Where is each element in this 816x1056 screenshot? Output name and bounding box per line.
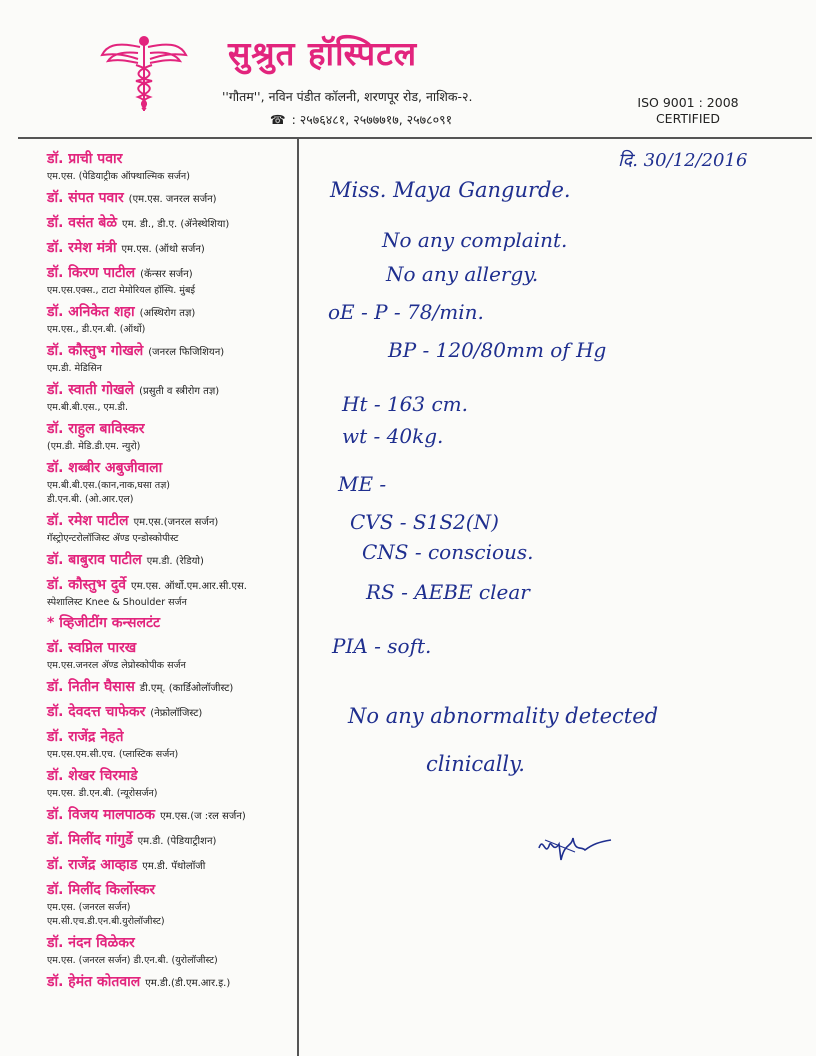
doctor-entry: [47, 701, 297, 721]
doctor-qualification: एम.एस.(ज :रल सर्जन): [160, 811, 246, 822]
doctor-name: डॉ. अनिकेत शहा: [47, 304, 135, 320]
hospital-name: सुश्रुत हॉस्पिटल: [228, 34, 418, 73]
me-note: ME -: [338, 472, 387, 496]
doctor-name: डॉ. शेखर चिरमाडे: [47, 768, 138, 784]
column-divider: [297, 137, 299, 1056]
doctor-entry: [47, 510, 297, 544]
doctor-name: डॉ. विजय मालपाठक: [47, 807, 156, 823]
doctor-qualification: एम.एस. (पेडियाट्रीक ऑफ्थाल्मिक सर्जन): [47, 171, 190, 182]
doctor-name: डॉ. प्राची पवार: [47, 151, 123, 167]
iso-certification: [628, 95, 748, 127]
doctor-qualification: एम.एस. (जनरल सर्जन) डी.एन.बी. (युरोलॉजीस्ट): [47, 955, 218, 966]
doctor-entry: [47, 212, 297, 232]
doctor-entry: [47, 765, 297, 799]
height-note: Ht - 163 cm.: [342, 392, 469, 416]
doctor-qualification: (जनरल फिजिशियन): [148, 347, 225, 358]
iso-label: ISO 9001 : 2008: [637, 95, 739, 110]
doctor-qualification: (एम.डी. मेडि.डी.एम. न्युरो): [47, 441, 141, 452]
doctor-qualification: (एम.एस. जनरल सर्जन): [128, 194, 217, 205]
doctor-qualification: एम.एस. (ऑथो सर्जन): [121, 244, 205, 255]
doctor-entry: [47, 676, 297, 696]
doctor-name: डॉ. मिलींद गांगुर्डे: [47, 832, 133, 848]
doctor-qualification: एम.डी. पॅथोलॉजी: [142, 861, 206, 872]
doctor-signature: [535, 826, 615, 866]
doctor-qualification: डी.एम्. (कार्डिओलॉजीस्ट): [139, 683, 234, 694]
doctor-name: डॉ. वसंत बेळे: [47, 215, 118, 231]
phone-numbers: : २५७६४८१, २५७७७१७, २५७८०९१: [291, 112, 453, 127]
doctor-entry: [47, 971, 297, 991]
rs-note: RS - AEBE clear: [366, 580, 530, 604]
doctor-name: डॉ. बाबुराव पाटील: [47, 552, 142, 568]
doctor-qualification: गॅस्ट्रोएन्टरोलॉजिस्ट ॲण्ड एन्डोस्कोपीस्ट: [47, 533, 179, 544]
doctor-qualification: एम.एस. डी.एन.बी. (न्यूरोसर्जन): [47, 788, 158, 799]
complaint-note: No any complaint.: [382, 228, 568, 252]
doctor-entry: [47, 237, 297, 257]
finding-note-line2: clinically.: [426, 752, 525, 776]
doctor-entry: [47, 549, 297, 569]
caduceus-logo-icon: [100, 33, 188, 113]
doctor-entry: [47, 187, 297, 207]
doctor-name: डॉ. किरण पाटील: [47, 265, 136, 281]
doctor-qualification: एम.डी. (रेडियो): [146, 556, 204, 567]
doctor-entry: [47, 340, 297, 374]
finding-note-line1: No any abnormality detected: [348, 704, 659, 728]
doctor-qualification: एम.एस. (जनरल सर्जन): [47, 902, 131, 913]
doctor-qualification: एम.डी.(डी.एम.आर.इ.): [145, 978, 231, 989]
doctor-entry: [47, 301, 297, 335]
doctor-name: डॉ. नितीन घैसास: [47, 679, 135, 695]
doctor-name: डॉ. राजेंद्र आव्हाड: [47, 857, 138, 873]
bp-note: BP - 120/80mm of Hg: [388, 338, 607, 362]
doctor-qualification: (अस्थिरोग तज्ञ): [139, 308, 196, 319]
doctor-entry: [47, 932, 297, 966]
doctor-name: डॉ. संपत पवार: [47, 190, 124, 206]
visiting-consultant-heading: * व्हिजीटींग कन्सलटंट: [47, 615, 161, 631]
pa-note: PIA - soft.: [332, 634, 432, 658]
doctor-qualification: एम.डी. मेडिसिन: [47, 363, 102, 374]
doctor-name: डॉ. मिलींद किर्लोस्कर: [47, 882, 156, 898]
weight-note: wt - 40kg.: [342, 424, 444, 448]
doctor-qualification: एम. डी., डी.ए. (ॲनेस्थेशिया): [122, 219, 230, 230]
doctor-qualification: एम.डी. (पेडियाट्रीशन): [137, 836, 217, 847]
doctor-entry: [47, 879, 297, 927]
doctor-qualification: एम.एस. ऑर्थो.एम.आर.सी.एस.: [131, 581, 247, 592]
doctor-entry: [47, 637, 297, 671]
doctor-entry: [47, 829, 297, 849]
phone-line: [270, 111, 452, 128]
doctor-entry: [47, 726, 297, 760]
doctor-entry: [47, 418, 297, 452]
patient-name: Miss. Maya Gangurde.: [330, 178, 571, 202]
doctor-entry: [47, 574, 297, 608]
telephone-icon: ☎: [270, 112, 286, 127]
doctor-name: डॉ. राजेंद्र नेहते: [47, 729, 124, 745]
doctor-name: डॉ. रमेश मंत्री: [47, 240, 117, 256]
doctor-qualification: एम.एस.एम.सी.एच. (प्लास्टिक सर्जन): [47, 749, 179, 760]
doctor-name: डॉ. स्वप्निल पारख: [47, 640, 137, 656]
doctor-entry: [47, 854, 297, 874]
doctor-qualification: एम.बी.बी.एस.(कान,नाक,घसा तज्ञ): [47, 480, 170, 491]
doctor-qualification: एम.एस.जनरल ॲण्ड लेप्रोस्कोपीक सर्जन: [47, 660, 186, 671]
doctor-entry: [47, 457, 297, 505]
cvs-note: CVS - S1S2(N): [350, 510, 499, 534]
iso-certified: CERTIFIED: [655, 111, 721, 126]
doctor-qualification: स्पेशालिस्ट Knee & Shoulder सर्जन: [47, 597, 187, 608]
doctor-entry: [47, 262, 297, 296]
doctor-entry: [47, 804, 297, 824]
doctor-qualification: एम.एस.एक्स., टाटा मेमोरियल हॉस्पि. मुंबई: [47, 285, 196, 296]
doctor-name: डॉ. नंदन विळेकर: [47, 935, 135, 951]
doctor-name: डॉ. राहुल बाविस्कर: [47, 421, 145, 437]
doctor-qualification: (नेफ्रोलॉजिस्ट): [150, 708, 203, 719]
header-divider: [18, 137, 812, 139]
doctor-qualification: एम.एस.(जनरल सर्जन): [133, 517, 219, 528]
cns-note: CNS - conscious.: [362, 540, 534, 564]
doctor-list: [47, 148, 297, 991]
doctor-name: डॉ. देवदत्त चाफेकर: [47, 704, 146, 720]
doctor-qualification: (कॅन्सर सर्जन): [140, 269, 193, 280]
doctor-name: डॉ. रमेश पाटील: [47, 513, 129, 529]
hospital-address: ''गौतम'', नविन पंडीत कॉलनी, शरणपूर रोड, नाशिक-२.: [222, 89, 473, 104]
doctor-qualification: (प्रसुती व स्त्रीरोग तज्ञ): [139, 386, 220, 397]
doctor-qualification: एम.एस., डी.एन.बी. (ऑर्थो): [47, 324, 146, 335]
doctor-qualification: एम.बी.बी.एस., एम.डी.: [47, 402, 129, 413]
doctor-entry: [47, 148, 297, 182]
doctor-qualification: एम.सी.एच.डी.एन.बी.युरोलॉजीस्ट): [47, 916, 165, 927]
doctor-name: डॉ. कौस्तुभ गोखले: [47, 343, 144, 359]
doctor-name: डॉ. शब्बीर अबुजीवाला: [47, 460, 163, 476]
doctor-entry: [47, 379, 297, 413]
allergy-note: No any allergy.: [386, 262, 539, 286]
doctor-name: डॉ. कौस्तुभ दुर्वे: [47, 577, 127, 593]
pulse-note: oE - P - 78/min.: [328, 300, 484, 324]
doctor-name: डॉ. स्वाती गोखले: [47, 382, 135, 398]
note-date: दि. 30/12/2016: [618, 150, 748, 171]
doctor-qualification: डी.एन.बी. (ओ.आर.एल): [47, 494, 134, 505]
doctor-name: डॉ. हेमंत कोतवाल: [47, 974, 141, 990]
